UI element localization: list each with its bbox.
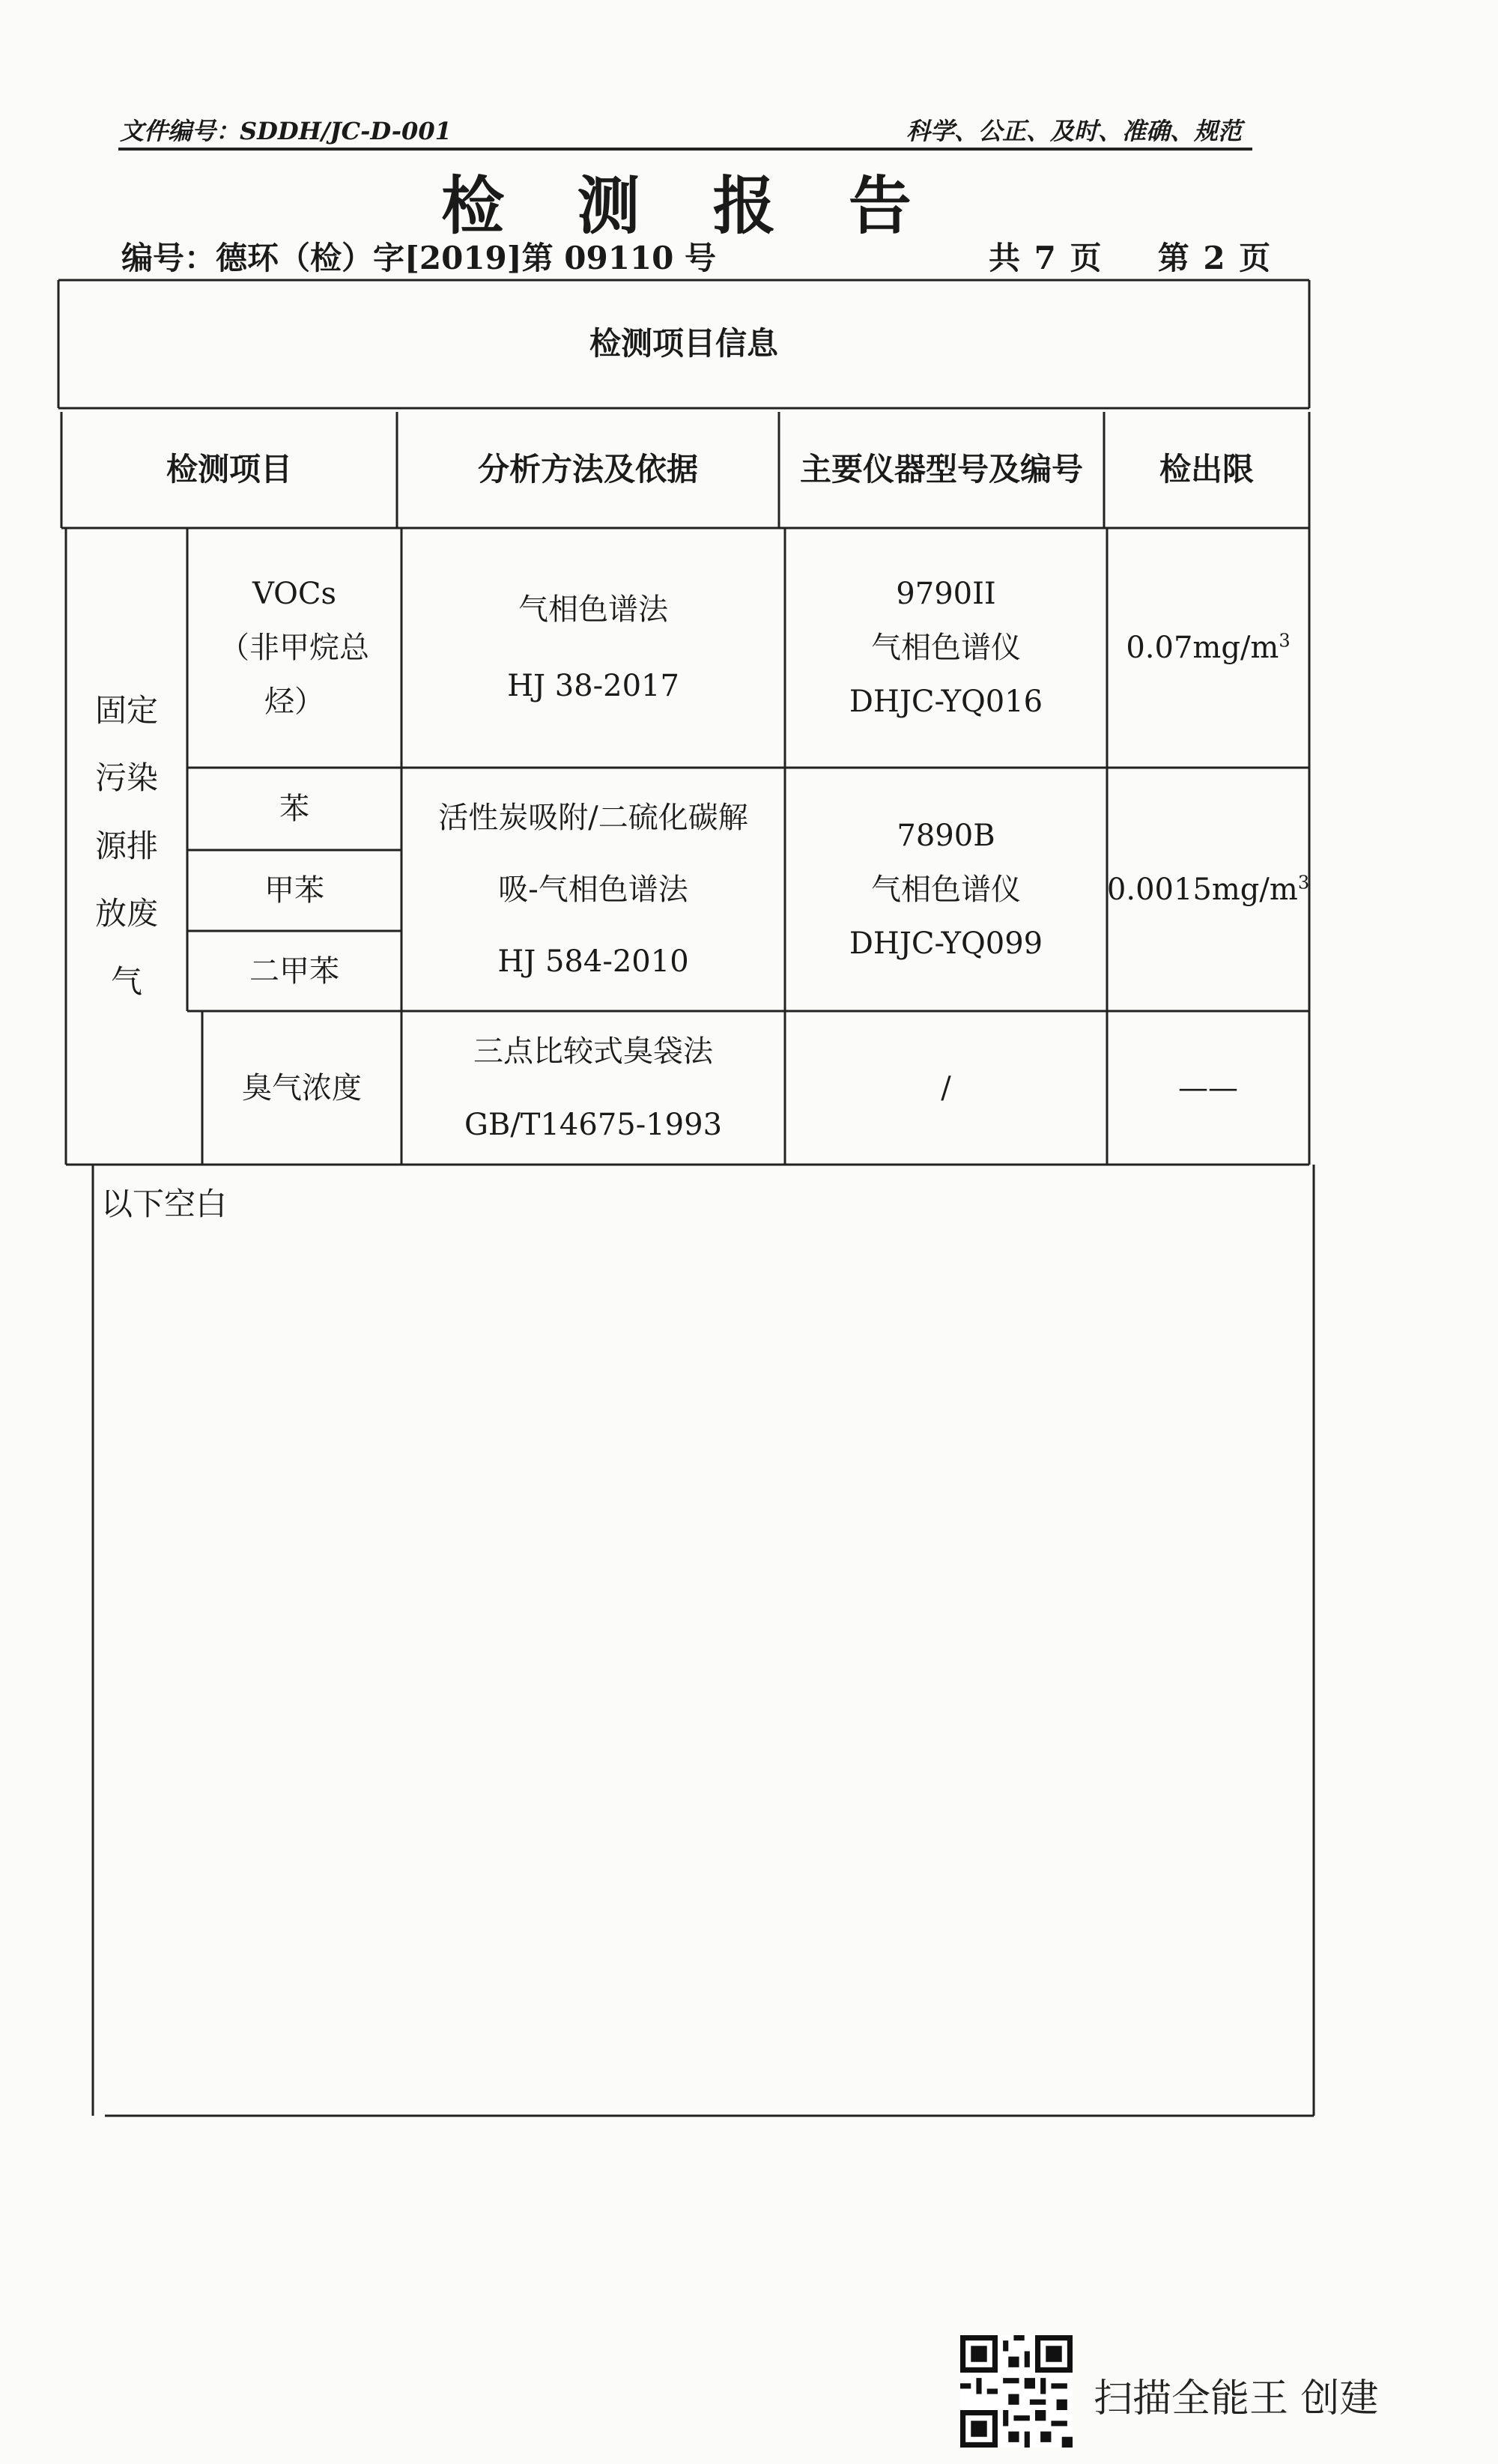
- file-number: 文件编号：SDDH/JC-D-001: [120, 117, 452, 145]
- item-line: （非甲烷总: [219, 631, 369, 665]
- item-toluene: 甲苯: [264, 873, 324, 908]
- blank-note: 以下空白: [101, 1186, 228, 1222]
- category-line: 气: [110, 962, 142, 1000]
- header-method: 分析方法及依据: [477, 451, 698, 488]
- item-line: 烃）: [264, 685, 324, 719]
- method-line: HJ 38-2017: [507, 669, 679, 703]
- header-limit: 检出限: [1159, 451, 1254, 488]
- method-line: 三点比较式臭袋法: [473, 1034, 713, 1069]
- page-current: 第 2 页: [1157, 240, 1273, 276]
- limit-vocs: [1107, 528, 1309, 768]
- limit-value: $0.07mg/m^3$: [1126, 630, 1291, 665]
- instrument-line: 9790II: [896, 577, 996, 611]
- header-instrument: 主要仪器型号及编号: [799, 451, 1083, 488]
- instrument-benzene: [785, 768, 1107, 1011]
- item-benzene: 苯: [279, 792, 309, 826]
- instrument-vocs: [785, 528, 1107, 768]
- header-item: 检测项目: [166, 451, 292, 488]
- report-title: 检 测 报 告: [441, 169, 937, 243]
- category-line: 放废: [94, 895, 158, 932]
- method-odor: [401, 1011, 785, 1165]
- method-benzene: [401, 768, 785, 1011]
- motto: 科学、公正、及时、准确、规范: [906, 117, 1243, 145]
- method-line: 吸-气相色谱法: [498, 872, 688, 907]
- limit-odor: ——: [1178, 1070, 1238, 1105]
- method-vocs: [401, 528, 785, 768]
- category-line: 源排: [94, 827, 158, 864]
- item-xylene: 二甲苯: [249, 953, 339, 989]
- item-odor: 臭气浓度: [242, 1070, 362, 1105]
- document-number: 编号：德环（检）字[2019]第 09110 号: [121, 240, 717, 276]
- instrument-odor: /: [941, 1070, 951, 1105]
- method-line: 气相色谱法: [518, 592, 668, 627]
- instrument-line: 7890B: [897, 818, 995, 853]
- instrument-line: DHJC-YQ016: [849, 685, 1043, 719]
- method-line: GB/T14675-1993: [464, 1107, 723, 1142]
- category-line: 固定: [94, 691, 158, 729]
- category-line: 污染: [94, 759, 158, 797]
- scanner-watermark: 扫描全能王 创建: [1094, 2376, 1379, 2421]
- limit-value: $0.0015mg/m^3$: [1106, 872, 1310, 907]
- page-total: 共 7 页: [989, 240, 1103, 276]
- section-title: 检测项目信息: [589, 325, 778, 362]
- instrument-line: DHJC-YQ099: [849, 926, 1043, 961]
- category-cell: [66, 528, 187, 1165]
- instrument-line: 气相色谱仪: [871, 872, 1021, 907]
- item-line: VOCs: [252, 577, 337, 611]
- item-vocs: [187, 528, 401, 768]
- qr-code-icon: [960, 2335, 1073, 2448]
- method-line: HJ 584-2010: [497, 944, 689, 979]
- method-line: 活性炭吸附/二硫化碳解: [438, 800, 748, 835]
- limit-benzene: [1107, 768, 1309, 1011]
- instrument-line: 气相色谱仪: [871, 631, 1021, 665]
